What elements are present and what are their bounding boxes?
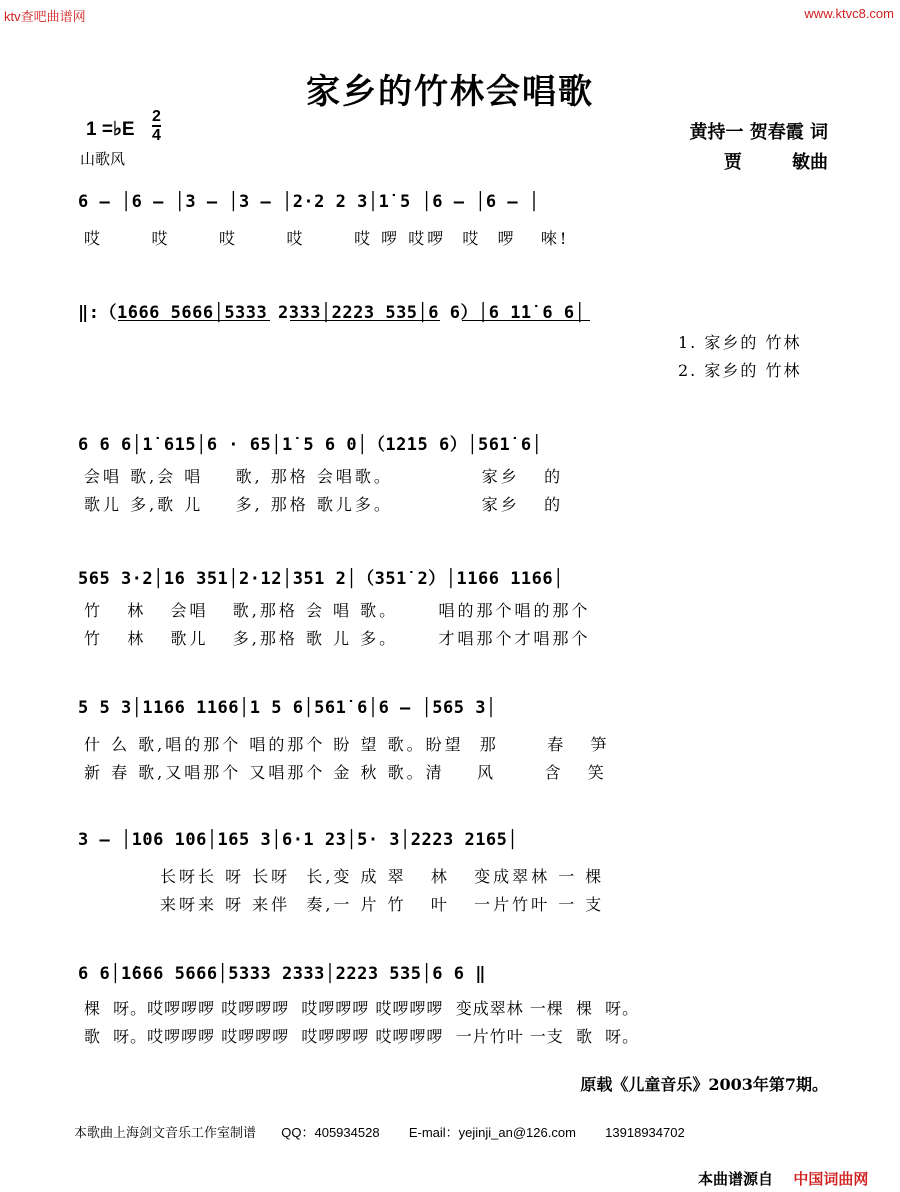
notation-line-4: 565 3·2│16 351│2·12│351 2│（351̇ 2）│1166 1166│ (78, 569, 564, 589)
lyric-line-5-verse-1: 什 么 歌,唱的那个 唱的那个 盼 望 歌。盼望 那 春 笋 (84, 735, 610, 754)
footer-credits (74, 1122, 685, 1141)
lyric-line-6-verse-2: 来呀来 呀 来伴 奏,一 片 竹 叶 一片竹叶 一 支 (160, 895, 605, 914)
notation-line-3: 6 6 6│1̇ 61̇5│6 · 65│1̇ 5 6 0│（1̇2̇1̇5 6）│561̇ 6│ (78, 435, 543, 455)
lyric-line-3-verse-2: 歌儿 多,歌 儿 多, 那格 歌儿多。 家乡 的 (84, 495, 564, 514)
lyric-line-2-verse-1: 1. 家乡的 竹林 (678, 333, 802, 352)
lyric-line-1: 哎 哎 哎 哎 哎 啰 哎啰 哎 啰 唻! (84, 229, 570, 248)
notation-line-7: 6 6│1̇666 5666│5333 2333│2223 535│6 6 ‖ (78, 964, 486, 984)
lyric-line-3-verse-1: 会唱 歌,会 唱 歌, 那格 会唱歌。 家乡 的 (84, 467, 564, 486)
footer-source (698, 1168, 868, 1189)
beam-underline (462, 320, 590, 321)
time-signature (152, 108, 161, 144)
source-note: 原载《儿童音乐》2003年第7期。 (580, 1075, 828, 1094)
key-signature: 1 =♭E (86, 119, 135, 140)
lyric-line-2-verse-2: 2. 家乡的 竹林 (678, 361, 802, 380)
beam-underline (118, 320, 270, 321)
lyric-line-6-verse-1: 长呀长 呀 长呀 长,变 成 翠 林 变成翠林 一 棵 (160, 867, 605, 886)
footer-source-site[interactable]: 中国词曲网 (793, 1171, 869, 1188)
notation-line-1: 6 – │6 – │3 – │3 – │2·2 2 3│1̇ 5 │6 – │6 – │ (78, 192, 540, 212)
footer-phone: 13918934702 (605, 1125, 685, 1140)
lyric-line-4-verse-1: 竹 林 会唱 歌,那格 会 唱 歌。 唱的那个唱的那个 (84, 601, 591, 620)
footer-source-label: 本曲谱源自 (698, 1171, 774, 1188)
notation-line-5: 5 5 3│1166 1166│1 5 6│561̇ 6│6 – │565 3│ (78, 698, 497, 718)
watermark-top-right: www.ktvc8.com (804, 6, 894, 21)
time-denominator: 4 (152, 127, 161, 144)
watermark-top-left: ktv查吧曲谱网 (4, 9, 86, 24)
lyric-line-4-verse-2: 竹 林 歌儿 多,那格 歌 儿 多。 才唱那个才唱那个 (84, 629, 591, 648)
song-title: 家乡的竹林会唱歌 (306, 72, 594, 112)
beam-underline (290, 320, 440, 321)
lyric-line-7-verse-2: 歌 呀。哎啰啰啰 哎啰啰啰 哎啰啰啰 哎啰啰啰 一片竹叶 一支 歌 呀。 (84, 1027, 640, 1046)
notation-line-2: ‖:（1̇666 5666│5333 2333│2223 535│6 6）│6 1̇1̇ 6 6│ (78, 303, 586, 323)
lyric-line-7-verse-1: 棵 呀。哎啰啰啰 哎啰啰啰 哎啰啰啰 哎啰啰啰 变成翠林 一棵 棵 呀。 (84, 999, 640, 1018)
footer-email[interactable]: E-mail：yejinji_an@126.com (408, 1125, 576, 1140)
notation-line-6: 3 – │106 106│165 3│6·1 23│5· 3│2223 2165│ (78, 830, 519, 850)
lyricist-credit: 黄持一 贺春霞 词 (689, 122, 828, 143)
style-label: 山歌风 (80, 150, 126, 168)
lyric-line-5-verse-2: 新 春 歌,又唱那个 又唱那个 金 秋 歌。清 风 含 笑 (84, 763, 607, 782)
footer-studio: 本歌曲上海剑文音乐工作室制谱 (74, 1125, 257, 1140)
composer-credit: 贾 敏曲 (723, 152, 828, 173)
footer-qq: QQ：405934528 (281, 1125, 380, 1140)
time-numerator: 2 (152, 108, 161, 125)
